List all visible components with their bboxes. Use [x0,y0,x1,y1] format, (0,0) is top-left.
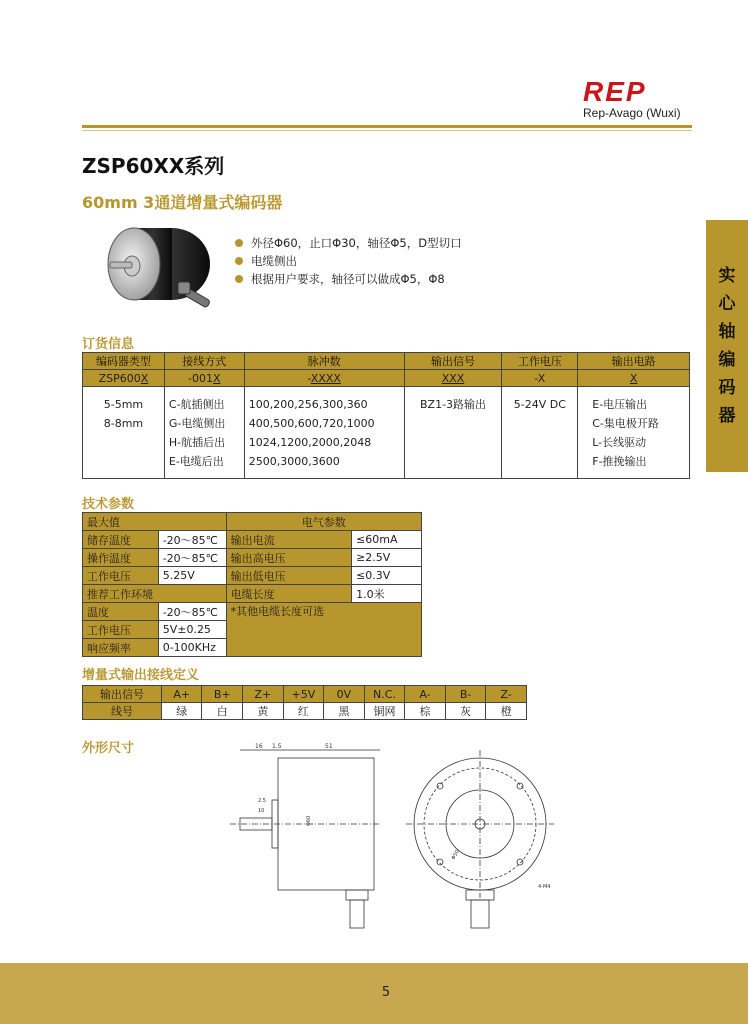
signal-cell: B- [445,686,486,703]
side-tab-char: 器 [718,406,736,426]
cable-gland-nut-front [471,900,489,928]
feature-list [235,234,462,288]
ordering-section-title: 订货信息 [82,337,135,352]
param-value: ≥2.5V [352,549,422,567]
table-header: 输出电路 [578,353,690,370]
param-label: 输出电流 [226,531,351,549]
max-header: 最大值 [83,513,227,531]
mount-hole [437,859,443,865]
code-wiring: -001X [164,370,244,387]
side-tab-char: 轴 [718,322,736,342]
param-value: 5.25V [158,567,226,585]
signal-cell: A+ [161,686,202,703]
param-label: 输出高电压 [226,549,351,567]
mount-hole [517,783,523,789]
dim-label: 16 [255,743,263,750]
ordering-table [82,352,690,479]
param-value: -20～85℃ [158,549,226,567]
voltage-value: 5-24V DC [502,387,578,479]
param-value: 5V±0.25 [158,621,226,639]
pinout-section-title: 增量式输出接线定义 [82,668,200,683]
side-tab-char: 心 [718,294,736,314]
dim-label: 1.5 [272,743,282,750]
wire-cell: 黄 [243,703,284,720]
wire-label: 线号 [83,703,162,720]
signal-value: BZ1-3路输出 [404,387,502,479]
signal-cell: 0V [324,686,365,703]
param-label: 操作温度 [83,549,159,567]
code-signal: XXX [404,370,502,387]
dim-label: 2.5 [258,798,266,804]
wire-cell: 绿 [161,703,202,720]
wire-cell: 黑 [324,703,365,720]
bullet-icon [235,239,243,247]
bullet-icon [235,275,243,283]
feature-item: 电缆侧出 [235,252,462,270]
table-header: 编码器类型 [83,353,165,370]
param-label: 温度 [83,603,159,621]
wire-cell: 棕 [405,703,446,720]
page-title: ZSP60XX系列 [82,154,225,178]
dimensions-section-title: 外形尺寸 [82,741,135,756]
wire-cell: 灰 [445,703,486,720]
signal-cell: Z- [486,686,527,703]
cable-gland-nut [350,900,364,928]
signal-cell: N.C. [364,686,405,703]
dim-label: Φ50 [450,849,461,861]
param-value: -20～85℃ [158,531,226,549]
brand-mark: REP [583,76,647,107]
side-tab-char: 编 [718,350,736,370]
feature-item: 根据用户要求，轴径可以做成Φ5，Φ8 [235,270,462,288]
dim-label: 4-M4 [538,884,551,890]
dim-label: 51 [325,743,333,750]
code-pulses: -XXXX [244,370,404,387]
mount-hole [517,859,523,865]
env-header: 推荐工作环境 [83,585,227,603]
elec-header: 电气参数 [226,513,421,531]
signal-cell: +5V [283,686,324,703]
param-label: 工作电压 [83,621,159,639]
page-subtitle: 60mm 3通道增量式编码器 [82,193,283,212]
param-value: ≤0.3V [352,567,422,585]
brand-name: Rep-Avago (Wuxi) [583,106,681,120]
feature-item: 外径Φ60，止口Φ30，轴径Φ5，D型切口 [235,234,462,252]
side-category-tab [706,220,748,472]
code-voltage: -X [502,370,578,387]
tech-section-title: 技术参数 [82,497,135,512]
code-type: ZSP600X [83,370,165,387]
wire-cell: 白 [202,703,243,720]
param-label: 工作电压 [83,567,159,585]
header-rule-thin [82,130,692,131]
pinout-table [82,685,527,720]
param-value: 0-100KHz [158,639,226,657]
shaft-options: 5-5mm 8-8mm [83,387,165,479]
param-label: 响应频率 [83,639,159,657]
wire-cell: 红 [283,703,324,720]
cable-note: *其他电缆长度可选 [226,603,421,657]
param-value: 1.0米 [352,585,422,603]
param-label: 电缆长度 [226,585,351,603]
signal-cell: B+ [202,686,243,703]
signal-cell: A- [405,686,446,703]
signal-label: 输出信号 [83,686,162,703]
param-label: 输出低电压 [226,567,351,585]
table-header: 脉冲数 [244,353,404,370]
wire-cell: 铜网 [364,703,405,720]
dimension-drawing [200,740,580,940]
param-label: 储存温度 [83,531,159,549]
table-header: 工作电压 [502,353,578,370]
param-value: -20～85℃ [158,603,226,621]
bullet-icon [235,257,243,265]
brand-logo [583,78,693,120]
table-header: 接线方式 [164,353,244,370]
param-value: ≤60mA [352,531,422,549]
code-circuit: X [578,370,690,387]
wiring-options: C-航插侧出 G-电缆侧出 H-航插后出 E-电缆后出 [164,387,244,479]
page-number: 5 [381,985,391,1000]
signal-cell: Z+ [243,686,284,703]
side-tab-char: 码 [718,378,736,398]
circuit-options: E-电压输出 C-集电极开路 L-长线驱动 F-推挽输出 [578,387,690,479]
mount-hole [437,783,443,789]
side-tab-char: 实 [718,266,736,286]
tech-params-table [82,512,422,657]
dim-label: Φ60 [306,815,312,826]
header-rule [82,125,692,128]
wire-cell: 橙 [486,703,527,720]
pulse-options: 100,200,256,300,360 400,500,600,720,1000 1024,1200,2000,2048 2500,3000,3600 [244,387,404,479]
encoder-product-image [100,222,220,314]
cable-gland [346,890,368,900]
dim-label: 10 [258,808,265,814]
table-header: 输出信号 [404,353,502,370]
